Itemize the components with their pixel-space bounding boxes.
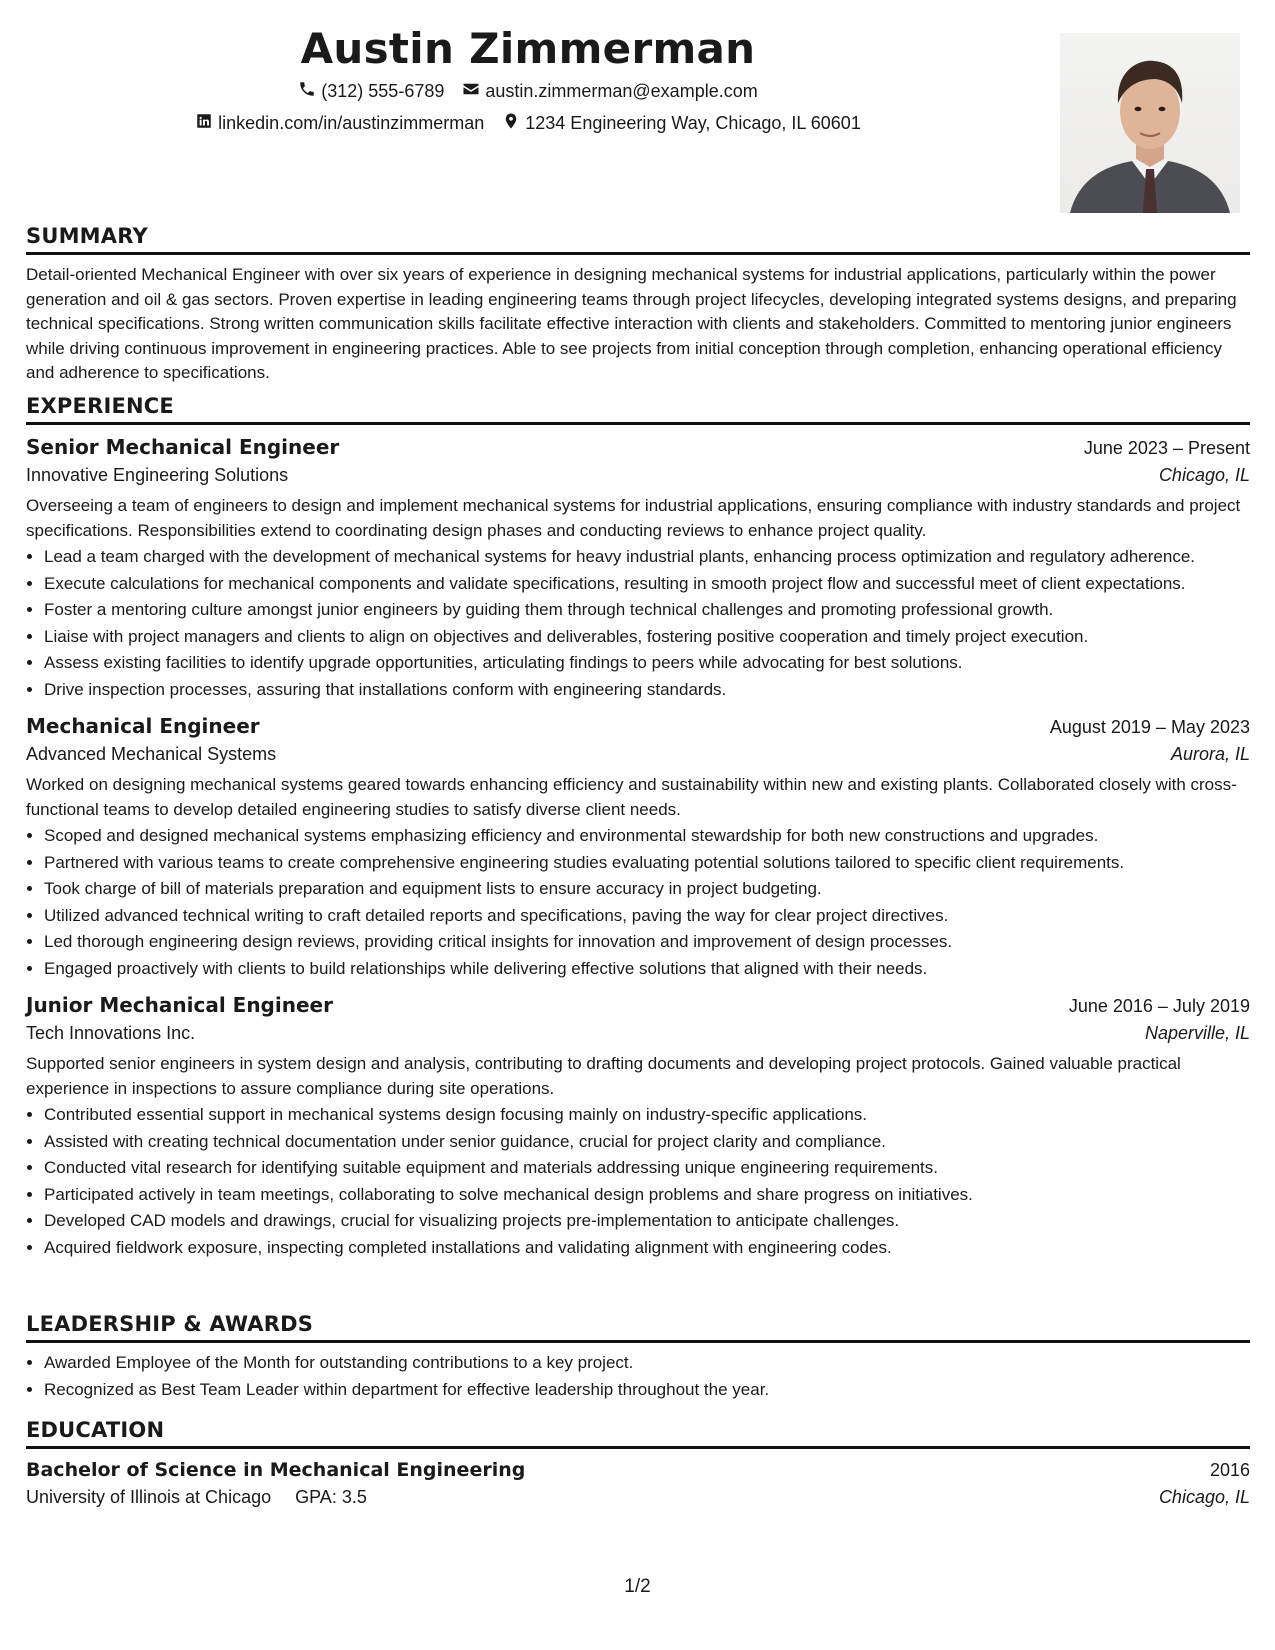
linkedin-contact[interactable] <box>195 112 484 135</box>
job-entry <box>26 435 1250 702</box>
resume-header <box>26 0 1250 212</box>
education-section <box>26 1418 1250 1508</box>
profile-photo <box>1060 33 1240 213</box>
experience-heading: EXPERIENCE <box>26 394 1250 425</box>
list-item: • Recognized as Best Team Leader within department for effective leadership throughout the year. <box>44 1378 1250 1403</box>
job-title: Senior Mechanical Engineer <box>26 435 340 459</box>
list-item: • Scoped and designed mechanical systems emphasizing efficiency and environmental stewardship for both new constructions and upgrades. <box>44 824 1250 849</box>
list-item: • Acquired fieldwork exposure, inspecting completed installations and validating alignment with engineering codes. <box>44 1236 1250 1261</box>
list-item: • Lead a team charged with the development of mechanical systems for heavy industrial plants, enhancing process optimization and regulatory adherence. <box>44 545 1250 570</box>
job-bullets <box>26 545 1250 702</box>
street-address: 1234 Engineering Way, Chicago, IL 60601 <box>525 113 861 133</box>
leadership-heading: LEADERSHIP & AWARDS <box>26 1312 1250 1343</box>
email-address[interactable]: austin.zimmerman@example.com <box>485 81 758 101</box>
contact-line-primary <box>26 80 1030 103</box>
candidate-name: Austin Zimmerman <box>300 24 756 73</box>
list-item: • Partnered with various teams to create comprehensive engineering studies evaluating potential solutions tailored to specific client requirements. <box>44 851 1250 876</box>
page-number: 1/2 <box>624 1576 651 1597</box>
gpa: GPA: 3.5 <box>295 1487 367 1507</box>
list-item: • Execute calculations for mechanical components and validate specifications, resulting in smooth project flow and successful meet of client expectations. <box>44 572 1250 597</box>
linkedin-url[interactable]: linkedin.com/in/austinzimmerman <box>218 113 485 133</box>
job-location: Aurora, IL <box>1170 744 1250 764</box>
linkedin-icon <box>195 112 213 135</box>
job-location: Chicago, IL <box>1158 465 1250 485</box>
summary-text: Detail-oriented Mechanical Engineer with over six years of experience in designing mechanical systems for industrial applications, particularly within the power generation and oil & gas sectors. Proven expertise in leading engineering teams through project lifecycles, developing integrated systems designs, and preparing technical specifications. Strong written communication skills facilitate effective interaction with clients and stakeholders. Committed to mentoring junior engineers while driving continuous improvement in engineering practices. Able to see projects from initial conception through completion, enhancing operational efficiency and adherence to specifications. <box>26 265 1237 382</box>
job-title: Mechanical Engineer <box>26 714 260 738</box>
envelope-icon <box>462 80 480 103</box>
list-item: • Contributed essential support in mechanical systems design focusing mainly on industry-specific applications. <box>44 1103 1250 1128</box>
graduation-year: 2016 <box>1209 1460 1250 1480</box>
award-bullets <box>26 1351 1250 1402</box>
list-item: • Assisted with creating technical documentation under senior guidance, crucial for project clarity and compliance. <box>44 1130 1250 1155</box>
phone-icon <box>298 80 316 103</box>
list-item: • Foster a mentoring culture amongst junior engineers by guiding them through technical challenges and promoting professional growth. <box>44 598 1250 623</box>
phone-contact <box>298 80 444 103</box>
job-dates: June 2016 – July 2019 <box>1068 996 1250 1016</box>
job-title: Junior Mechanical Engineer <box>26 993 333 1017</box>
job-dates: June 2023 – Present <box>1083 438 1250 458</box>
address-contact <box>502 112 861 135</box>
degree-title: Bachelor of Science in Mechanical Engineering <box>26 1459 526 1481</box>
list-item: • Liaise with project managers and clients to align on objectives and deliverables, fostering positive cooperation and timely project execution. <box>44 625 1250 650</box>
list-item: • Participated actively in team meetings, collaborating to solve mechanical design problems and share progress on initiatives. <box>44 1183 1250 1208</box>
phone-number: (312) 555-6789 <box>321 81 445 101</box>
list-item: • Drive inspection processes, assuring that installations conform with engineering standards. <box>44 678 1250 703</box>
job-bullets <box>26 824 1250 981</box>
job-description: Supported senior engineers in system design and analysis, contributing to drafting documents and developing project protocols. Gained valuable practical experience in inspections to assure compliance during site operations. <box>26 1054 1181 1098</box>
list-item: • Led thorough engineering design reviews, providing critical insights for innovation and improvement of design processes. <box>44 930 1250 955</box>
email-contact[interactable] <box>462 80 757 103</box>
list-item: • Engaged proactively with clients to build relationships while delivering effective solutions that aligned with their needs. <box>44 957 1250 982</box>
school-location: Chicago, IL <box>1158 1487 1250 1507</box>
education-heading: EDUCATION <box>26 1418 1250 1449</box>
job-description: Worked on designing mechanical systems geared towards enhancing efficiency and sustainability within new and existing plants. Collaborated closely with cross-functional teams to develop detailed engineering studies to satisfy diverse client needs. <box>26 775 1237 819</box>
list-item: • Assess existing facilities to identify upgrade opportunities, articulating findings to peers while advocating for best solutions. <box>44 651 1250 676</box>
list-item: • Utilized advanced technical writing to craft detailed reports and specifications, paving the way for clear project directives. <box>44 904 1250 929</box>
job-entry <box>26 714 1250 981</box>
job-company: Innovative Engineering Solutions <box>26 465 289 485</box>
job-location: Naperville, IL <box>1144 1023 1250 1043</box>
list-item: • Developed CAD models and drawings, crucial for visualizing projects pre-implementation to anticipate challenges. <box>44 1209 1250 1234</box>
experience-section <box>26 394 1250 1262</box>
job-description: Overseeing a team of engineers to design and implement mechanical systems for industrial applications, ensuring compliance with industry standards and project specifications. Responsibilities extend to coordinating design phases and conducting reviews to enhance project quality. <box>26 496 1241 540</box>
resume-page <box>26 0 1250 1650</box>
job-company: Tech Innovations Inc. <box>26 1023 196 1043</box>
summary-section <box>26 224 1250 386</box>
summary-heading: SUMMARY <box>26 224 1250 255</box>
job-entry <box>26 993 1250 1260</box>
job-bullets <box>26 1103 1250 1260</box>
leadership-section <box>26 1312 1250 1404</box>
job-dates: August 2019 – May 2023 <box>1049 717 1250 737</box>
job-company: Advanced Mechanical Systems <box>26 744 277 764</box>
school-name: University of Illinois at Chicago <box>26 1487 272 1507</box>
contact-line-secondary <box>26 112 1030 135</box>
list-item: • Awarded Employee of the Month for outstanding contributions to a key project. <box>44 1351 1250 1376</box>
list-item: • Conducted vital research for identifying suitable equipment and materials addressing unique engineering requirements. <box>44 1156 1250 1181</box>
map-pin-icon <box>502 112 520 135</box>
list-item: • Took charge of bill of materials preparation and equipment lists to ensure accuracy in project budgeting. <box>44 877 1250 902</box>
